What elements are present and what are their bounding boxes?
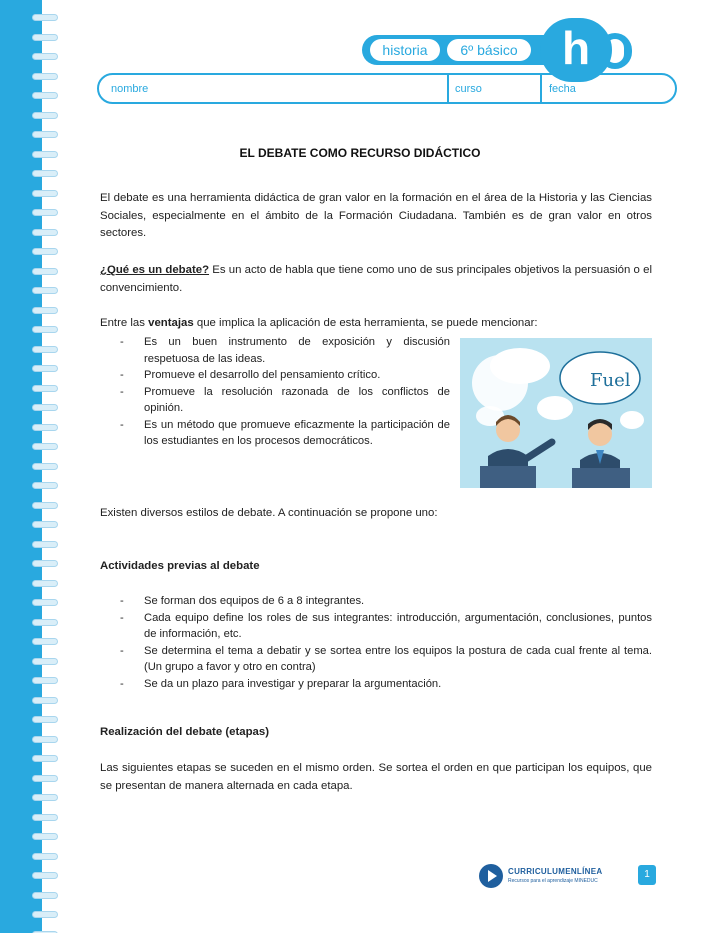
binding-ring <box>32 34 58 41</box>
list-item: - Se da un plazo para investigar y preparar la argumentación. <box>120 676 652 693</box>
list-item: - Es un buen instrumento de exposición y discusión respetuosa de las ideas. <box>120 334 450 367</box>
binding-ring <box>32 580 58 587</box>
realization-paragraph: Las siguientes etapas se suceden en el mismo orden. Se sortea el orden en que participan los equipos, que se presentan de manera alternada en cada etapa. <box>100 762 652 792</box>
list-item: - Se determina el tema a debatir y se sortea entre los equipos la postura de cada cual frente al tema. (Un grupo a favor y otro en contra) <box>120 643 652 676</box>
binding-ring <box>32 248 58 255</box>
binding-ring <box>32 521 58 528</box>
list-item: - Es un método que promueve eficazmente la participación de los estudiantes en los procesos democráticos. <box>120 417 450 450</box>
binding-ring <box>32 73 58 80</box>
binding-ring <box>32 502 58 509</box>
date-label: fecha <box>549 83 576 95</box>
name-label: nombre <box>111 83 149 95</box>
binding-ring <box>32 658 58 665</box>
binding-ring <box>32 619 58 626</box>
binding-ring <box>32 385 58 392</box>
student-info-bar[interactable] <box>97 73 677 104</box>
spiral-binding <box>0 0 66 933</box>
binding-ring <box>32 755 58 762</box>
binding-ring <box>32 365 58 372</box>
binding-ring <box>32 541 58 548</box>
definition-paragraph <box>100 262 652 297</box>
definition-question: ¿Qué es un debate? <box>100 264 210 276</box>
binding-ring <box>32 638 58 645</box>
binding-ring <box>32 697 58 704</box>
binding-ring <box>32 775 58 782</box>
list-item: - Promueve el desarrollo del pensamiento crítico. <box>120 367 450 384</box>
binding-ring <box>32 190 58 197</box>
binding-ring <box>32 463 58 470</box>
binding-ring <box>32 92 58 99</box>
binding-ring <box>32 287 58 294</box>
binding-ring <box>32 209 58 216</box>
styles-paragraph: Existen diversos estilos de debate. A continuación se propone uno: <box>100 507 438 519</box>
binding-ring <box>32 424 58 431</box>
advantages-intro <box>100 315 652 333</box>
binding-ring <box>32 833 58 840</box>
binding-ring <box>32 53 58 60</box>
binding-ring <box>32 326 58 333</box>
binding-ring <box>32 716 58 723</box>
previous-activities-list <box>120 593 652 692</box>
binding-ring <box>32 346 58 353</box>
binding-ring <box>32 892 58 899</box>
binding-ring <box>32 677 58 684</box>
curriculum-logo-subtitle: Recursos para el aprendizaje MINEDUC <box>508 878 598 884</box>
list-item: - Cada equipo define los roles de sus integrantes: introducción, argumentación, conclusiones, puntos de información, etc. <box>120 610 652 643</box>
binding-ring <box>32 229 58 236</box>
intro-paragraph: El debate es una herramienta didáctica de gran valor en la formación en el área de la Historia y las Ciencias Sociales, especialmente en el ámbito de la Formación Ciudadana. También es de gran valor en otros sectores. <box>100 192 652 239</box>
play-arrow-icon <box>488 870 497 882</box>
binding-ring <box>32 560 58 567</box>
binding-ring <box>32 307 58 314</box>
advantages-suffix: que implica la aplicación de esta herramienta, se puede mencionar: <box>193 317 538 329</box>
subject-tab: historia <box>370 39 440 61</box>
curriculum-logo-title: CURRICULUMENLÍNEA <box>508 867 603 876</box>
page-title: EL DEBATE COMO RECURSO DIDÁCTICO <box>239 146 481 160</box>
divider <box>540 75 542 102</box>
previous-activities-heading: Actividades previas al debate <box>100 560 260 572</box>
grade-tab: 6º básico <box>447 39 531 61</box>
list-item: - Promueve la resolución razonada de los conflictos de opinión. <box>120 384 450 417</box>
advantages-keyword: ventajas <box>148 317 194 329</box>
binding-ring <box>32 736 58 743</box>
binding-ring <box>32 482 58 489</box>
binding-ring <box>32 911 58 918</box>
binding-ring <box>32 599 58 606</box>
speech-bubble-text: Fuel <box>590 370 631 391</box>
realization-heading: Realización del debate (etapas) <box>100 726 270 738</box>
course-label: curso <box>455 83 482 95</box>
binding-ring <box>32 112 58 119</box>
binding-ring <box>32 14 58 21</box>
binding-ring <box>32 170 58 177</box>
binding-ring <box>32 404 58 411</box>
binding-ring <box>32 443 58 450</box>
binding-ring <box>32 814 58 821</box>
brand-logo: h <box>540 18 612 82</box>
definition-text: Es un acto de habla que tiene como uno de sus principales objetivos la persuasión o el convencimiento. <box>100 264 652 294</box>
binding-ring <box>32 794 58 801</box>
advantages-list <box>120 334 450 450</box>
debate-illustration <box>460 338 652 488</box>
list-item: - Se forman dos equipos de 6 a 8 integrantes. <box>120 593 652 610</box>
binding-ring <box>32 268 58 275</box>
advantages-prefix: Entre las <box>100 317 149 329</box>
binding-ring <box>32 853 58 860</box>
page-number: 1 <box>638 865 656 885</box>
divider <box>447 75 449 102</box>
binding-ring <box>32 872 58 879</box>
binding-ring <box>32 131 58 138</box>
